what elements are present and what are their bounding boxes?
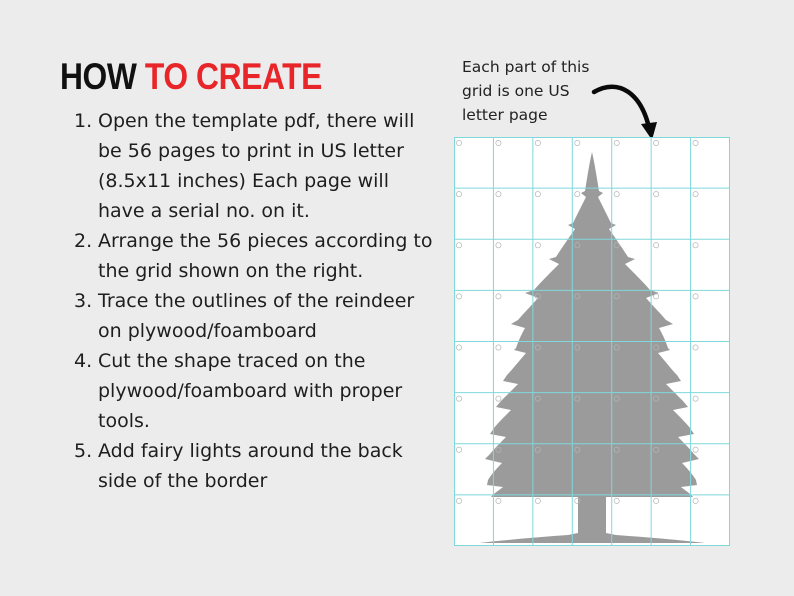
- page-serial-marker: [496, 345, 501, 350]
- page-serial-marker: [654, 192, 659, 197]
- page-serial-marker: [496, 192, 501, 197]
- page-serial-marker: [575, 192, 580, 197]
- annotation-line: Each part of this: [462, 58, 590, 76]
- step-number: 5.: [74, 440, 93, 462]
- page-serial-marker: [456, 140, 461, 145]
- page-serial-marker: [654, 140, 659, 145]
- page-serial-marker: [654, 243, 659, 248]
- page-serial-marker: [456, 294, 461, 299]
- page-serial-marker: [496, 140, 501, 145]
- page-serial-marker: [535, 140, 540, 145]
- page-serial-marker: [496, 396, 501, 401]
- page-serial-marker: [693, 192, 698, 197]
- tree-template-grid: [454, 137, 730, 546]
- tree-grid-figure: [454, 137, 730, 546]
- step-text: Open the template pdf, there will be 56 pages to print in US letter (8.5x11 inches) Each page will have a serial no. on it.: [98, 110, 415, 222]
- step-item-5: [74, 436, 434, 496]
- step-text: Trace the outlines of the reindeer on plywood/foamboard: [98, 290, 415, 342]
- page-serial-marker: [693, 498, 698, 503]
- page-serial-marker: [654, 498, 659, 503]
- page-serial-marker: [693, 345, 698, 350]
- page-serial-marker: [654, 294, 659, 299]
- page-serial-marker: [693, 140, 698, 145]
- step-number: 4.: [74, 350, 93, 372]
- step-text: Arrange the 56 pieces according to the grid shown on the right.: [98, 230, 433, 282]
- title-to-create: TO CREATE: [144, 56, 322, 97]
- grid-annotation: [462, 55, 589, 127]
- annotation-line: grid is one US: [462, 82, 570, 100]
- step-number: 2.: [74, 230, 93, 252]
- page-serial-marker: [456, 192, 461, 197]
- page-serial-marker: [693, 294, 698, 299]
- page-serial-marker: [575, 140, 580, 145]
- page-serial-marker: [614, 140, 619, 145]
- step-number: 1.: [74, 110, 93, 132]
- page-title: [60, 56, 322, 98]
- annotation-line: letter page: [462, 106, 548, 124]
- page-serial-marker: [456, 243, 461, 248]
- page-serial-marker: [456, 396, 461, 401]
- page-serial-marker: [456, 498, 461, 503]
- step-item-2: [74, 226, 434, 286]
- step-text: Add fairy lights around the back side of the border: [98, 440, 403, 492]
- page-serial-marker: [614, 498, 619, 503]
- page-serial-marker: [535, 192, 540, 197]
- page-serial-marker: [614, 192, 619, 197]
- step-item-4: [74, 346, 434, 436]
- step-text: Cut the shape traced on the plywood/foamboard with proper tools.: [98, 350, 403, 432]
- page-serial-marker: [535, 243, 540, 248]
- page-serial-marker: [496, 498, 501, 503]
- step-item-1: [74, 106, 434, 226]
- step-number: 3.: [74, 290, 93, 312]
- page-serial-marker: [693, 447, 698, 452]
- page-serial-marker: [496, 243, 501, 248]
- step-item-3: [74, 286, 434, 346]
- title-how: HOW: [60, 56, 137, 97]
- page-serial-marker: [456, 345, 461, 350]
- page-serial-marker: [496, 294, 501, 299]
- christmas-tree-silhouette: [479, 152, 705, 543]
- instruction-steps: [74, 106, 434, 496]
- page-serial-marker: [693, 396, 698, 401]
- page-serial-marker: [535, 498, 540, 503]
- page-serial-marker: [456, 447, 461, 452]
- curved-arrow-icon: [590, 80, 660, 142]
- page-serial-marker: [693, 243, 698, 248]
